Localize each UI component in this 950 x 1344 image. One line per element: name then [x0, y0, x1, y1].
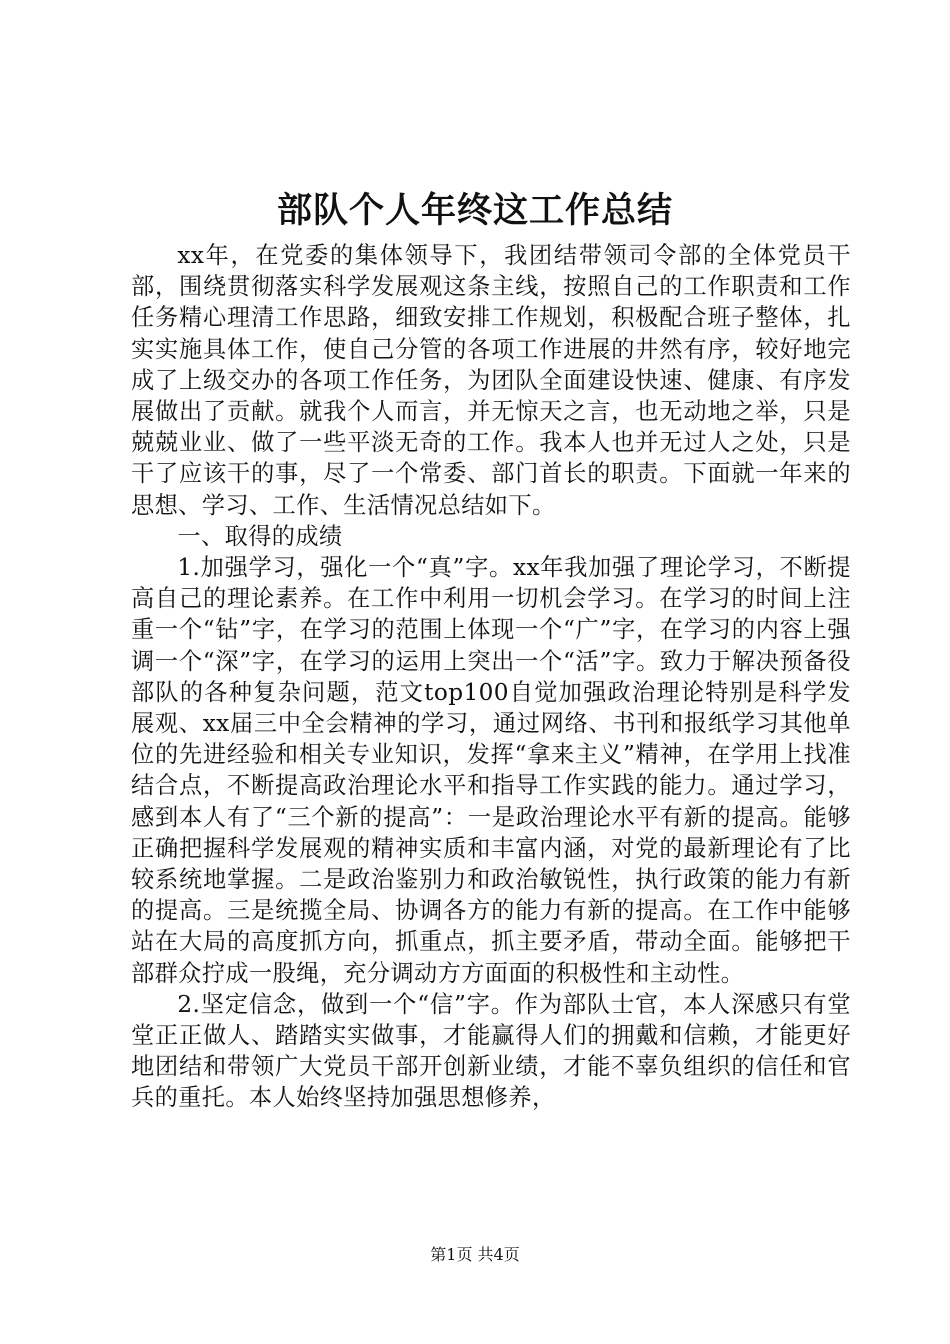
section-heading-achievements: 一、取得的成绩: [177, 522, 343, 550]
document-body: [131, 240, 851, 1114]
paragraph-belief: 2.坚定信念，做到一个“信”字。作为部队士官，本人深感只有堂堂正正做人、踏踏实实做事，才能赢得人们的拥戴和信赖，才能更好地团结和带领广大党员干部开创新业绩，才能不辜负组织的信任和官兵的重托。本人始终坚持加强思想修养，: [131, 990, 851, 1112]
paragraph-study: 1.加强学习，强化一个“真”字。xx年我加强了理论学习，不断提高自己的理论素养。在工作中利用一切机会学习。在学习的时间上注重一个“钻”字，在学习的范围上体现一个“广”字，在学习的内容上强调一个“深”字，在学习的运用上突出一个“活”字。致力于解决预备役部队的各种复杂问题，范文top100自觉加强政治理论特别是科学发展观、xx届三中全会精神的学习，通过网络、书刊和报纸学习其他单位的先进经验和相关专业知识，发挥“拿来主义”精神，在学用上找准结合点，不断提高政治理论水平和指导工作实践的能力。通过学习，感到本人有了“三个新的提高”：一是政治理论水平有新的提高。能够正确把握科学发展观的精神实质和丰富内涵，对党的最新理论有了比较系统地掌握。二是政治鉴别力和政治敏锐性，执行政策的能力有新的提高。三是统揽全局、协调各方的能力有新的提高。在工作中能够站在大局的高度抓方向，抓重点，抓主要矛盾，带动全面。能够把干部群众拧成一股绳，充分调动方方面面的积极性和主动性。: [131, 554, 851, 987]
page-number-footer: 第1页 共4页: [430, 1245, 520, 1264]
paragraph-intro: xx年，在党委的集体领导下，我团结带领司令部的全体党员干部，围绕贯彻落实科学发展观这条主线，按照自己的工作职责和工作任务精心理清工作思路，细致安排工作规划，积极配合班子整体，扎实实施具体工作，使自己分管的各项工作进展的井然有序，较好地完成了上级交办的各项工作任务，为团队全面建设快速、健康、有序发展做出了贡献。就我个人而言，并无惊天之言，也无动地之举，只是兢兢业业、做了一些平淡无奇的工作。我本人也并无过人之处，只是干了应该干的事，尽了一个常委、部门首长的职责。下面就一年来的思想、学习、工作、生活情况总结如下。: [131, 242, 851, 519]
document-title: 部队个人年终这工作总结: [276, 190, 673, 231]
